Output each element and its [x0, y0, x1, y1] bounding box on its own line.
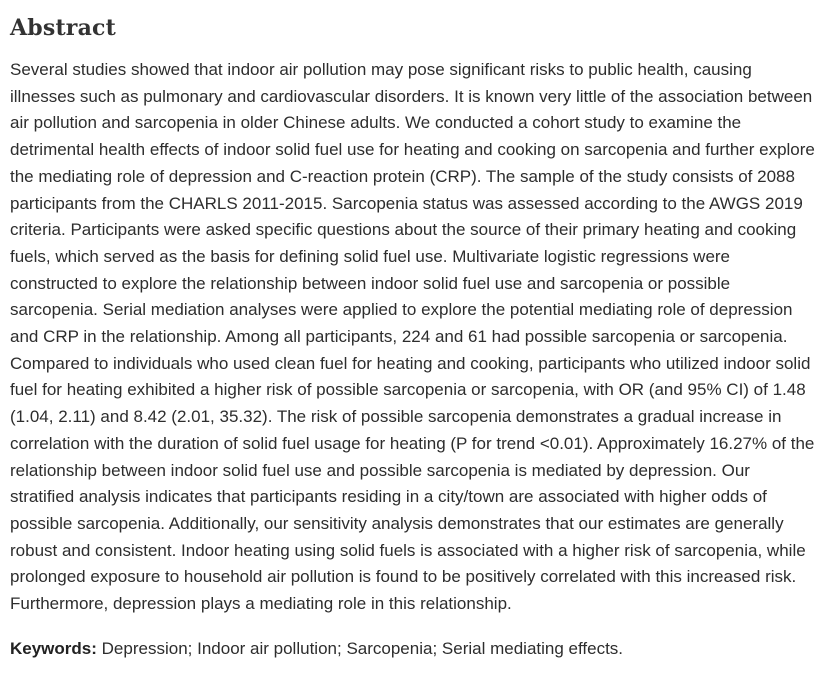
keyword-item: Serial mediating effects. [441, 638, 624, 658]
keywords-label: Keywords: [10, 638, 97, 658]
abstract-body: Several studies showed that indoor air pollution may pose significant risks to public health, causing illnesses such as pulmonary and cardiovascular disorders. It is known very little of the association between air pollution and sarcopenia in older Chinese adults. We conducted a cohort study to examine the detrimental health effects of indoor solid fuel use for heating and cooking on sarcopenia and further explore the mediating role of depression and C-reaction protein (CRP). The sample of the study consists of 2088 participants from the CHARLS 2011-2015. Sarcopenia status was assessed according to the AWGS 2019 criteria. Participants were asked specific questions about the source of their primary heating and cooking fuels, which served as the basis for defining solid fuel use. Multivariate logistic regressions were constructed to explore the relationship between indoor solid fuel use and sarcopenia or possible sarcopenia. Serial mediation analyses were applied to explore the potential mediating role of depression and CRP in the relationship. Among all participants, 224 and 61 had possible sarcopenia or sarcopenia. Compared to individuals who used clean fuel for heating and cooking, participants who utilized indoor solid fuel for heating exhibited a higher risk of possible sarcopenia or sarcopenia, with OR (and 95% CI) of 1.48 (1.04, 2.11) and 8.42 (2.01, 35.32). The risk of possible sarcopenia demonstrates a gradual increase in correlation with the duration of solid fuel usage for heating (P for trend <0.01). Approximately 16.27% of the relationship between indoor solid fuel use and possible sarcopenia is mediated by depression. Our stratified analysis indicates that participants residing in a city/town are associated with higher odds of possible sarcopenia. Additionally, our sensitivity analysis demonstrates that our estimates are generally robust and consistent. Indoor heating using solid fuels is associated with a higher risk of sarcopenia, while prolonged exposure to household air pollution is found to be positively correlated with this increased risk. Furthermore, depression plays a mediating role in this relationship. [10, 60, 815, 614]
keywords-line: Keywords: Depression; Indoor air pollution; Sarcopenia; Serial mediating effects. [10, 638, 624, 658]
abstract-heading: Abstract [10, 15, 117, 41]
keyword-item: Sarcopenia [346, 638, 433, 658]
keyword-item: Indoor air pollution [197, 638, 337, 658]
keyword-item: Depression [101, 638, 188, 658]
abstract-section [10, 0, 815, 662]
